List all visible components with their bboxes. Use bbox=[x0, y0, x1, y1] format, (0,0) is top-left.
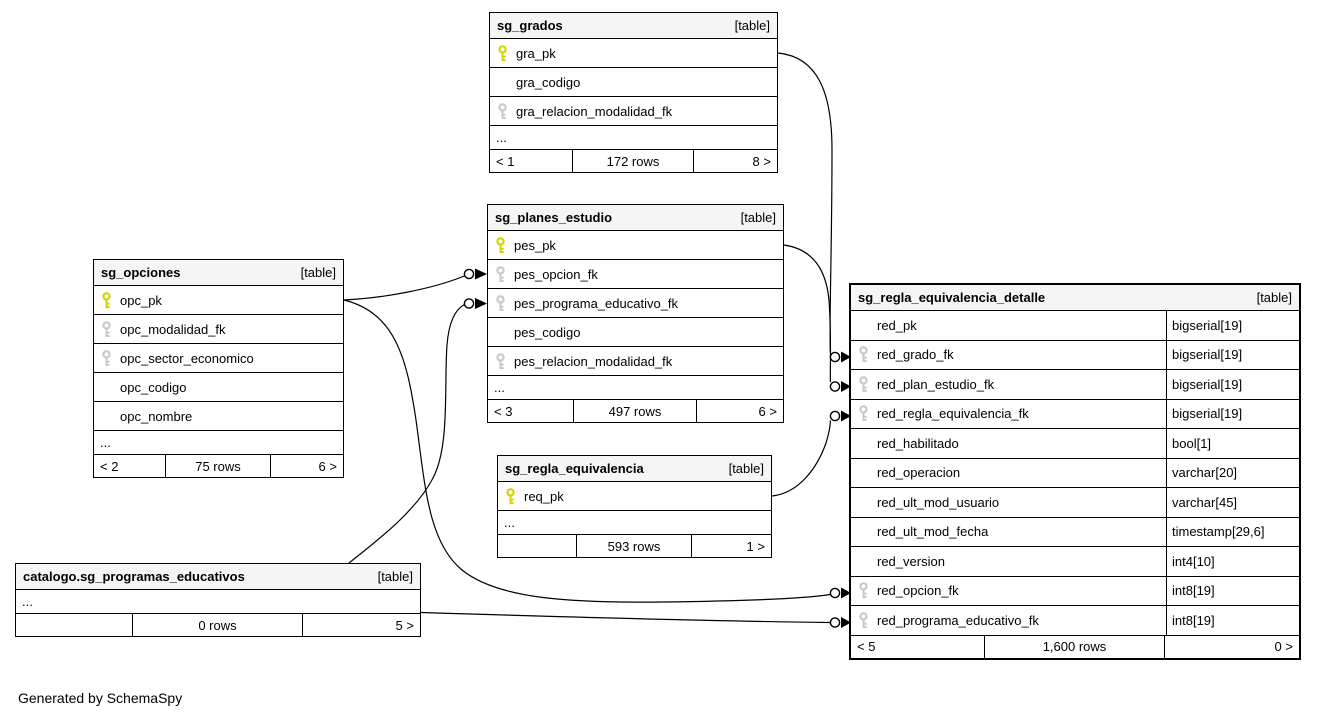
column-row-red-regla-equivalencia-fk bbox=[851, 399, 1299, 429]
table-footer bbox=[851, 635, 1299, 658]
column-row-red-ult-mod-fecha bbox=[851, 517, 1299, 547]
table-sg-planes-estudio[interactable] bbox=[487, 204, 784, 423]
column-row-opc-codigo bbox=[94, 372, 343, 401]
generator-note: Generated by SchemaSpy bbox=[18, 690, 183, 706]
foreign-key-icon bbox=[858, 405, 869, 422]
row-count: 497 rows bbox=[574, 400, 698, 422]
table-header bbox=[490, 13, 777, 39]
row-count: 593 rows bbox=[577, 535, 692, 557]
related-count-right: 6 > bbox=[758, 403, 777, 419]
column-row-req-pk bbox=[498, 482, 771, 510]
column-name: red_grado_fk bbox=[877, 347, 954, 363]
column-name: gra_codigo bbox=[516, 74, 581, 90]
table-sg-regla-equivalencia[interactable] bbox=[497, 455, 772, 558]
no-key-spacer bbox=[858, 523, 869, 540]
table-header bbox=[498, 456, 771, 482]
row-count: 172 rows bbox=[573, 150, 694, 172]
column-name: opc_sector_economico bbox=[120, 350, 254, 366]
column-row-pes-relacion-modalidad-fk bbox=[488, 346, 783, 375]
foreign-key-icon bbox=[858, 346, 869, 363]
related-count-left: < 2 bbox=[94, 455, 166, 477]
table-header bbox=[16, 564, 420, 590]
column-row-gra-codigo bbox=[490, 67, 777, 96]
column-name: red_opcion_fk bbox=[877, 583, 959, 599]
table-footer bbox=[94, 454, 343, 477]
column-row-opc-modalidad-fk bbox=[94, 314, 343, 343]
table-title: sg_planes_estudio bbox=[495, 210, 613, 225]
relationship-line-grados-to-detalle bbox=[778, 53, 832, 353]
column-name: gra_pk bbox=[516, 45, 556, 61]
table-sg-opciones[interactable] bbox=[93, 259, 344, 478]
column-name: red_ult_mod_usuario bbox=[877, 494, 1000, 510]
ellipsis-row: ... bbox=[94, 430, 343, 454]
table-header bbox=[94, 260, 343, 286]
column-type: bool[1] bbox=[1166, 429, 1299, 458]
foreign-key-icon bbox=[101, 321, 112, 338]
related-count-left: < 3 bbox=[488, 400, 574, 422]
column-row-red-habilitado bbox=[851, 428, 1299, 458]
foreign-key-icon bbox=[858, 612, 869, 629]
column-name: req_pk bbox=[524, 488, 564, 504]
column-row-pes-opcion-fk bbox=[488, 259, 783, 288]
ellipsis-row: ... bbox=[490, 125, 777, 149]
foreign-key-icon bbox=[858, 376, 869, 393]
column-name: red_habilitado bbox=[877, 435, 959, 451]
no-key-spacer bbox=[495, 324, 506, 341]
column-type: int8[19] bbox=[1166, 606, 1299, 635]
related-count-right: 0 > bbox=[1274, 639, 1293, 654]
column-name: opc_modalidad_fk bbox=[120, 321, 226, 337]
no-key-spacer bbox=[858, 553, 869, 570]
ellipsis-row: ... bbox=[22, 594, 33, 609]
column-type: bigserial[19] bbox=[1166, 400, 1299, 429]
column-row-red-opcion-fk bbox=[851, 576, 1299, 606]
related-count-right: 8 > bbox=[752, 153, 771, 169]
table-header bbox=[851, 285, 1299, 311]
column-name: gra_relacion_modalidad_fk bbox=[516, 103, 673, 119]
row-count: 0 rows bbox=[133, 614, 303, 636]
column-type: varchar[20] bbox=[1166, 459, 1299, 488]
related-count-right: 6 > bbox=[318, 458, 337, 474]
primary-key-icon bbox=[497, 45, 508, 62]
column-name: pes_relacion_modalidad_fk bbox=[514, 353, 673, 369]
column-row-pes-programa-educativo-fk bbox=[488, 288, 783, 317]
table-footer bbox=[490, 149, 777, 172]
column-row-red-ult-mod-usuario bbox=[851, 487, 1299, 517]
no-key-spacer bbox=[858, 317, 869, 334]
column-name: pes_codigo bbox=[514, 324, 581, 340]
relationship-endpoint-red-programa-educativo-fk bbox=[830, 617, 851, 628]
foreign-key-icon bbox=[495, 266, 506, 283]
table-badge: [table] bbox=[1256, 290, 1292, 305]
table-title: sg_regla_equivalencia_detalle bbox=[858, 290, 1046, 305]
column-name: opc_codigo bbox=[120, 379, 187, 395]
relationship-line-programas-to-detalle bbox=[421, 613, 830, 623]
column-row-pes-codigo bbox=[488, 317, 783, 346]
table-badge: [table] bbox=[300, 265, 336, 280]
row-count: 1,600 rows bbox=[985, 636, 1164, 658]
ellipsis-row: ... bbox=[498, 510, 771, 534]
foreign-key-icon bbox=[495, 295, 506, 312]
no-key-spacer bbox=[101, 408, 112, 425]
table-title: sg_opciones bbox=[101, 265, 181, 280]
table-catalogo-sg-programas-educativos[interactable] bbox=[15, 563, 421, 637]
column-name: pes_programa_educativo_fk bbox=[514, 295, 679, 311]
relationship-endpoint-red-opcion-fk bbox=[830, 588, 851, 599]
related-count-left: < 1 bbox=[490, 150, 573, 172]
column-type: bigserial[19] bbox=[1166, 311, 1299, 340]
foreign-key-icon bbox=[101, 350, 112, 367]
column-name: pes_pk bbox=[514, 237, 556, 253]
no-key-spacer bbox=[858, 464, 869, 481]
related-count-left bbox=[498, 535, 577, 557]
column-row-red-programa-educativo-fk bbox=[851, 605, 1299, 635]
column-type: varchar[45] bbox=[1166, 488, 1299, 517]
row-count: 75 rows bbox=[166, 455, 271, 477]
column-name: red_ult_mod_fecha bbox=[877, 524, 989, 540]
relationship-endpoint-pes-opcion-fk bbox=[464, 269, 487, 280]
relationship-line-programas-to-planes bbox=[349, 305, 465, 564]
table-footer bbox=[16, 613, 420, 636]
column-row-red-operacion bbox=[851, 458, 1299, 488]
table-header bbox=[488, 205, 783, 231]
no-key-spacer bbox=[858, 435, 869, 452]
no-key-spacer bbox=[858, 494, 869, 511]
column-row-red-pk bbox=[851, 311, 1299, 340]
table-badge: [table] bbox=[740, 210, 776, 225]
table-badge: [table] bbox=[377, 569, 413, 584]
table-title: sg_regla_equivalencia bbox=[505, 461, 644, 476]
column-name: red_version bbox=[877, 553, 945, 569]
column-name: red_pk bbox=[877, 317, 917, 333]
column-type: int8[19] bbox=[1166, 577, 1299, 606]
relationship-line-regla-to-detalle bbox=[772, 421, 830, 497]
column-name: red_plan_estudio_fk bbox=[877, 376, 995, 392]
relationship-line-opciones-to-planes bbox=[344, 276, 464, 300]
column-type: timestamp[29,6] bbox=[1166, 518, 1299, 547]
column-type: bigserial[19] bbox=[1166, 370, 1299, 399]
table-footer bbox=[488, 399, 783, 422]
column-row-gra-pk bbox=[490, 39, 777, 67]
column-name: red_programa_educativo_fk bbox=[877, 612, 1039, 628]
column-row-red-plan-estudio-fk bbox=[851, 369, 1299, 399]
primary-key-icon bbox=[495, 237, 506, 254]
column-row-pes-pk bbox=[488, 231, 783, 259]
column-row-red-grado-fk bbox=[851, 340, 1299, 370]
table-title: catalogo.sg_programas_educativos bbox=[23, 569, 245, 584]
relationship-endpoint-red-regla-equivalencia-fk bbox=[830, 411, 851, 422]
column-name: pes_opcion_fk bbox=[514, 266, 598, 282]
column-name: opc_nombre bbox=[120, 408, 193, 424]
related-count-left bbox=[16, 614, 133, 636]
table-sg-regla-equivalencia-detalle[interactable] bbox=[849, 283, 1301, 660]
table-footer bbox=[498, 534, 771, 557]
related-count-right: 1 > bbox=[746, 538, 765, 554]
foreign-key-icon bbox=[858, 582, 869, 599]
table-sg-grados[interactable] bbox=[489, 12, 778, 173]
primary-key-icon bbox=[505, 488, 516, 505]
no-key-spacer bbox=[101, 379, 112, 396]
related-count-left: < 5 bbox=[851, 636, 985, 658]
relationship-endpoint-red-grado-fk bbox=[830, 352, 851, 363]
column-row-opc-pk bbox=[94, 286, 343, 314]
table-badge: [table] bbox=[728, 461, 764, 476]
no-key-spacer bbox=[497, 74, 508, 91]
column-type: bigserial[19] bbox=[1166, 341, 1299, 370]
foreign-key-icon bbox=[497, 103, 508, 120]
column-type: int4[10] bbox=[1166, 547, 1299, 576]
relationship-endpoint-red-plan-estudio-fk bbox=[830, 381, 851, 392]
ellipsis-row: ... bbox=[488, 375, 783, 399]
column-name: red_regla_equivalencia_fk bbox=[877, 406, 1029, 422]
column-row-opc-nombre bbox=[94, 401, 343, 430]
table-badge: [table] bbox=[734, 18, 770, 33]
column-name: opc_pk bbox=[120, 292, 162, 308]
relationship-endpoint-pes-programa-educativo-fk bbox=[464, 298, 487, 309]
table-title: sg_grados bbox=[497, 18, 563, 33]
related-count-right: 5 > bbox=[395, 617, 414, 633]
relationship-line-planes-to-detalle bbox=[784, 245, 830, 382]
foreign-key-icon bbox=[495, 353, 506, 370]
column-row-opc-sector-economico bbox=[94, 343, 343, 372]
primary-key-icon bbox=[101, 292, 112, 309]
column-row-red-version bbox=[851, 546, 1299, 576]
column-row-gra-relacion-modalidad-fk bbox=[490, 96, 777, 125]
column-name: red_operacion bbox=[877, 465, 961, 481]
